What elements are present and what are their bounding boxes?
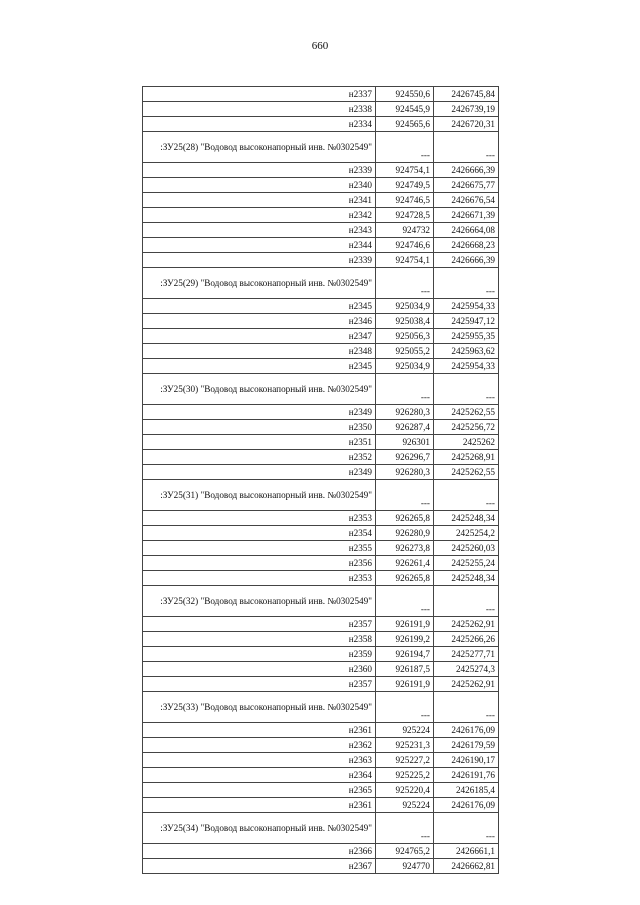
- x-coordinate-cell: ---: [376, 374, 434, 405]
- x-coordinate-cell: 926261,4: [376, 556, 434, 571]
- point-name-cell: н2357: [143, 677, 376, 692]
- table-row: [143, 223, 499, 238]
- y-coordinate-cell: 2426676,54: [434, 193, 499, 208]
- y-coordinate-cell: 2426190,17: [434, 753, 499, 768]
- y-coordinate-cell: 2425256,72: [434, 420, 499, 435]
- x-coordinate-cell: 926187,5: [376, 662, 434, 677]
- coordinates-table: [142, 86, 499, 874]
- table-row: [143, 178, 499, 193]
- y-coordinate-cell: 2425248,34: [434, 571, 499, 586]
- section-header-row: [143, 374, 499, 405]
- y-coordinate-cell: 2426666,39: [434, 163, 499, 178]
- point-name-cell: н2365: [143, 783, 376, 798]
- x-coordinate-cell: 925056,3: [376, 329, 434, 344]
- y-coordinate-cell: 2426745,84: [434, 87, 499, 102]
- table-row: [143, 768, 499, 783]
- point-name-cell: н2339: [143, 163, 376, 178]
- x-coordinate-cell: 926296,7: [376, 450, 434, 465]
- x-coordinate-cell: 926199,2: [376, 632, 434, 647]
- table-row: [143, 344, 499, 359]
- point-name-cell: н2348: [143, 344, 376, 359]
- x-coordinate-cell: 925225,2: [376, 768, 434, 783]
- point-name-cell: н2338: [143, 102, 376, 117]
- section-header-row: [143, 586, 499, 617]
- table-row: [143, 753, 499, 768]
- y-coordinate-cell: 2425954,33: [434, 359, 499, 374]
- point-name-cell: н2358: [143, 632, 376, 647]
- point-name-cell: н2366: [143, 844, 376, 859]
- page-number: 660: [311, 40, 329, 52]
- y-coordinate-cell: ---: [434, 268, 499, 299]
- y-coordinate-cell: 2425255,24: [434, 556, 499, 571]
- table-row: [143, 238, 499, 253]
- table-row: [143, 632, 499, 647]
- table-row: [143, 556, 499, 571]
- table-row: [143, 117, 499, 132]
- section-title-cell: :ЗУ25(28) "Водовод высоконапорный инв. №0302549": [143, 132, 376, 163]
- y-coordinate-cell: 2425248,34: [434, 511, 499, 526]
- table-row: [143, 783, 499, 798]
- y-coordinate-cell: 2425262,91: [434, 617, 499, 632]
- table-row: [143, 571, 499, 586]
- section-header-row: [143, 813, 499, 844]
- point-name-cell: н2334: [143, 117, 376, 132]
- table-row: [143, 450, 499, 465]
- section-title-cell: :ЗУ25(33) "Водовод высоконапорный инв. №0302549": [143, 692, 376, 723]
- table-row: [143, 435, 499, 450]
- x-coordinate-cell: 925231,3: [376, 738, 434, 753]
- x-coordinate-cell: 924732: [376, 223, 434, 238]
- section-header-row: [143, 692, 499, 723]
- x-coordinate-cell: 924754,1: [376, 163, 434, 178]
- point-name-cell: н2361: [143, 798, 376, 813]
- y-coordinate-cell: 2425954,33: [434, 299, 499, 314]
- y-coordinate-cell: ---: [434, 374, 499, 405]
- y-coordinate-cell: 2425955,35: [434, 329, 499, 344]
- x-coordinate-cell: ---: [376, 480, 434, 511]
- point-name-cell: н2362: [143, 738, 376, 753]
- x-coordinate-cell: ---: [376, 268, 434, 299]
- section-title-cell: :ЗУ25(29) "Водовод высоконапорный инв. №0302549": [143, 268, 376, 299]
- table-row: [143, 617, 499, 632]
- y-coordinate-cell: 2425963,62: [434, 344, 499, 359]
- x-coordinate-cell: 925034,9: [376, 299, 434, 314]
- y-coordinate-cell: 2425254,2: [434, 526, 499, 541]
- point-name-cell: н2342: [143, 208, 376, 223]
- y-coordinate-cell: 2426668,23: [434, 238, 499, 253]
- x-coordinate-cell: 926280,9: [376, 526, 434, 541]
- table-row: [143, 405, 499, 420]
- y-coordinate-cell: 2426176,09: [434, 798, 499, 813]
- point-name-cell: н2347: [143, 329, 376, 344]
- y-coordinate-cell: 2426664,08: [434, 223, 499, 238]
- y-coordinate-cell: 2425277,71: [434, 647, 499, 662]
- point-name-cell: н2345: [143, 299, 376, 314]
- y-coordinate-cell: 2426176,09: [434, 723, 499, 738]
- table-row: [143, 662, 499, 677]
- table-row: [143, 541, 499, 556]
- point-name-cell: н2363: [143, 753, 376, 768]
- table-row: [143, 526, 499, 541]
- y-coordinate-cell: 2425260,03: [434, 541, 499, 556]
- x-coordinate-cell: 925227,2: [376, 753, 434, 768]
- point-name-cell: н2360: [143, 662, 376, 677]
- y-coordinate-cell: 2425274,3: [434, 662, 499, 677]
- table-row: [143, 102, 499, 117]
- x-coordinate-cell: 924754,1: [376, 253, 434, 268]
- x-coordinate-cell: 925038,4: [376, 314, 434, 329]
- x-coordinate-cell: 926191,9: [376, 677, 434, 692]
- table-row: [143, 193, 499, 208]
- x-coordinate-cell: 924545,9: [376, 102, 434, 117]
- x-coordinate-cell: 925224: [376, 798, 434, 813]
- x-coordinate-cell: ---: [376, 692, 434, 723]
- table-row: [143, 738, 499, 753]
- x-coordinate-cell: 925224: [376, 723, 434, 738]
- point-name-cell: н2356: [143, 556, 376, 571]
- y-coordinate-cell: 2426662,81: [434, 859, 499, 874]
- table-row: [143, 798, 499, 813]
- y-coordinate-cell: 2425268,91: [434, 450, 499, 465]
- table-row: [143, 723, 499, 738]
- x-coordinate-cell: 924749,5: [376, 178, 434, 193]
- y-coordinate-cell: 2426671,39: [434, 208, 499, 223]
- point-name-cell: н2339: [143, 253, 376, 268]
- point-name-cell: н2354: [143, 526, 376, 541]
- x-coordinate-cell: 926191,9: [376, 617, 434, 632]
- table-row: [143, 677, 499, 692]
- point-name-cell: н2349: [143, 465, 376, 480]
- y-coordinate-cell: 2426720,31: [434, 117, 499, 132]
- section-title-cell: :ЗУ25(34) "Водовод высоконапорный инв. №0302549": [143, 813, 376, 844]
- x-coordinate-cell: 924765,2: [376, 844, 434, 859]
- y-coordinate-cell: ---: [434, 692, 499, 723]
- point-name-cell: н2344: [143, 238, 376, 253]
- x-coordinate-cell: 926265,8: [376, 511, 434, 526]
- y-coordinate-cell: 2425262: [434, 435, 499, 450]
- y-coordinate-cell: 2425947,12: [434, 314, 499, 329]
- x-coordinate-cell: 926273,8: [376, 541, 434, 556]
- table-row: [143, 163, 499, 178]
- y-coordinate-cell: 2425262,55: [434, 465, 499, 480]
- x-coordinate-cell: 926280,3: [376, 465, 434, 480]
- x-coordinate-cell: 924746,5: [376, 193, 434, 208]
- table-row: [143, 314, 499, 329]
- table-row: [143, 647, 499, 662]
- x-coordinate-cell: 926280,3: [376, 405, 434, 420]
- y-coordinate-cell: 2425262,91: [434, 677, 499, 692]
- table-row: [143, 208, 499, 223]
- x-coordinate-cell: 925220,4: [376, 783, 434, 798]
- y-coordinate-cell: 2426185,4: [434, 783, 499, 798]
- section-title-cell: :ЗУ25(31) "Водовод высоконапорный инв. №0302549": [143, 480, 376, 511]
- point-name-cell: н2361: [143, 723, 376, 738]
- y-coordinate-cell: 2426675,77: [434, 178, 499, 193]
- y-coordinate-cell: 2426739,19: [434, 102, 499, 117]
- table-row: [143, 420, 499, 435]
- point-name-cell: н2343: [143, 223, 376, 238]
- table-row: [143, 465, 499, 480]
- point-name-cell: н2355: [143, 541, 376, 556]
- point-name-cell: н2364: [143, 768, 376, 783]
- point-name-cell: н2353: [143, 511, 376, 526]
- y-coordinate-cell: 2426661,1: [434, 844, 499, 859]
- x-coordinate-cell: ---: [376, 132, 434, 163]
- y-coordinate-cell: ---: [434, 132, 499, 163]
- point-name-cell: н2337: [143, 87, 376, 102]
- point-name-cell: н2349: [143, 405, 376, 420]
- section-header-row: [143, 480, 499, 511]
- table-row: [143, 329, 499, 344]
- x-coordinate-cell: 924565,6: [376, 117, 434, 132]
- section-title-cell: :ЗУ25(32) "Водовод высоконапорный инв. №0302549": [143, 586, 376, 617]
- y-coordinate-cell: ---: [434, 586, 499, 617]
- x-coordinate-cell: 924550,6: [376, 87, 434, 102]
- point-name-cell: н2357: [143, 617, 376, 632]
- point-name-cell: н2341: [143, 193, 376, 208]
- table-row: [143, 511, 499, 526]
- x-coordinate-cell: 924746,6: [376, 238, 434, 253]
- table-row: [143, 87, 499, 102]
- x-coordinate-cell: 926265,8: [376, 571, 434, 586]
- point-name-cell: н2340: [143, 178, 376, 193]
- y-coordinate-cell: 2426191,76: [434, 768, 499, 783]
- table-row: [143, 844, 499, 859]
- table-row: [143, 359, 499, 374]
- y-coordinate-cell: 2425262,55: [434, 405, 499, 420]
- table-row: [143, 253, 499, 268]
- point-name-cell: н2346: [143, 314, 376, 329]
- x-coordinate-cell: ---: [376, 813, 434, 844]
- point-name-cell: н2367: [143, 859, 376, 874]
- x-coordinate-cell: 926287,4: [376, 420, 434, 435]
- x-coordinate-cell: 925034,9: [376, 359, 434, 374]
- coordinates-table-body: [143, 87, 499, 874]
- y-coordinate-cell: ---: [434, 480, 499, 511]
- section-header-row: [143, 132, 499, 163]
- x-coordinate-cell: 926194,7: [376, 647, 434, 662]
- x-coordinate-cell: 924728,5: [376, 208, 434, 223]
- point-name-cell: н2345: [143, 359, 376, 374]
- x-coordinate-cell: ---: [376, 586, 434, 617]
- point-name-cell: н2359: [143, 647, 376, 662]
- x-coordinate-cell: 925055,2: [376, 344, 434, 359]
- point-name-cell: н2350: [143, 420, 376, 435]
- y-coordinate-cell: 2425266,26: [434, 632, 499, 647]
- x-coordinate-cell: 924770: [376, 859, 434, 874]
- table-row: [143, 859, 499, 874]
- table-row: [143, 299, 499, 314]
- point-name-cell: н2352: [143, 450, 376, 465]
- y-coordinate-cell: ---: [434, 813, 499, 844]
- point-name-cell: н2353: [143, 571, 376, 586]
- point-name-cell: н2351: [143, 435, 376, 450]
- y-coordinate-cell: 2426179,59: [434, 738, 499, 753]
- y-coordinate-cell: 2426666,39: [434, 253, 499, 268]
- section-title-cell: :ЗУ25(30) "Водовод высоконапорный инв. №0302549": [143, 374, 376, 405]
- x-coordinate-cell: 926301: [376, 435, 434, 450]
- section-header-row: [143, 268, 499, 299]
